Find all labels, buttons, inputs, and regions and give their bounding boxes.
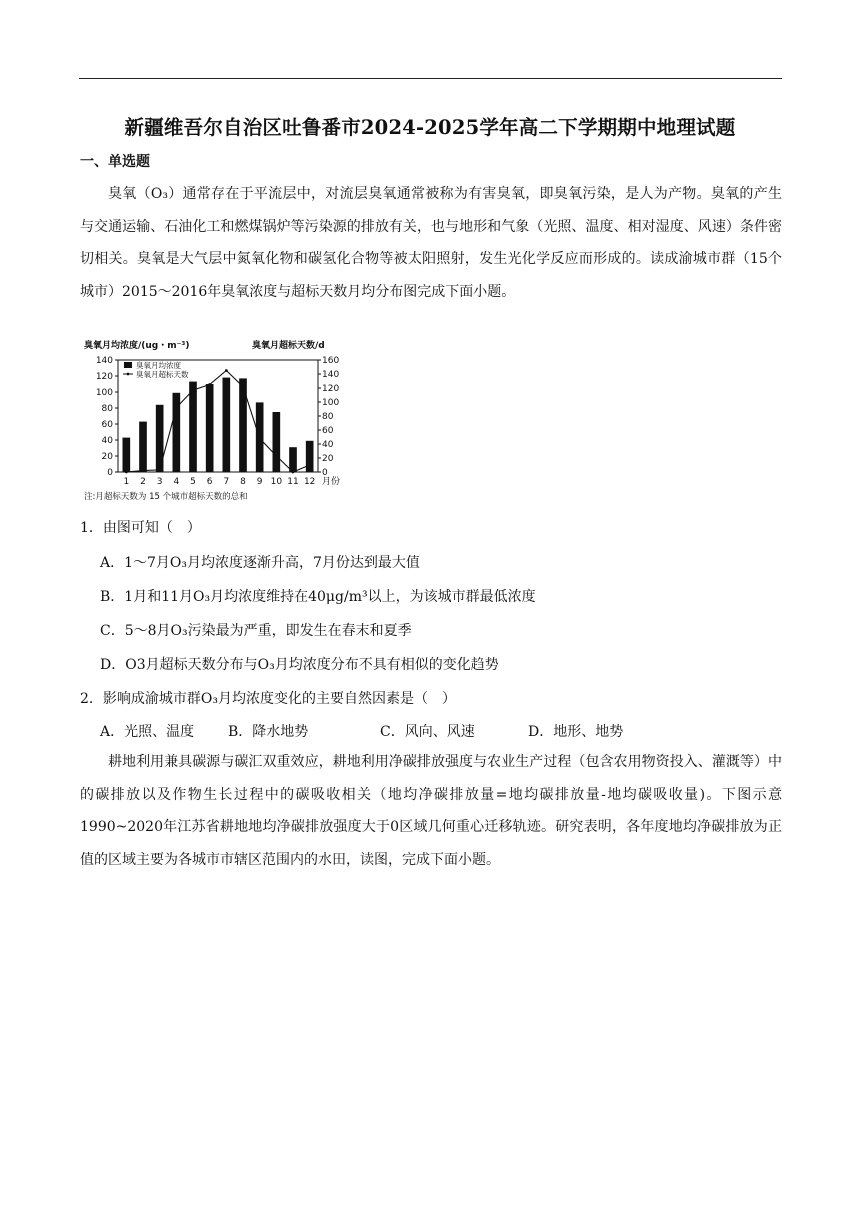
x-tick-label: 2	[140, 477, 146, 487]
question-1-option-c[interactable]: C．5～8月O₃污染最为严重，即发生在春末和夏季	[100, 623, 412, 639]
bar-month-8	[239, 378, 247, 472]
question-2-option-a[interactable]: A．光照、温度	[100, 724, 195, 740]
bar-month-1	[123, 438, 131, 472]
question-2-stem: 2．影响成渝城市群O₃月均浓度变化的主要自然因素是（ ）	[80, 691, 456, 707]
bar-month-11	[289, 447, 297, 472]
bar-month-10	[273, 412, 281, 472]
x-tick-label: 9	[256, 477, 263, 487]
left-tick-label: 100	[95, 388, 113, 398]
legend-bar-label: 臭氧月均浓度	[136, 361, 181, 370]
question-1-option-a[interactable]: A．1～7月O₃月均浓度逐渐升高，7月份达到最大值	[100, 555, 420, 571]
point-month-3	[158, 469, 161, 472]
right-tick-label: 100	[322, 398, 340, 408]
point-month-10	[275, 455, 278, 458]
left-tick-label: 40	[101, 436, 113, 446]
bar-month-2	[139, 422, 147, 472]
left-tick-label: 80	[101, 404, 113, 414]
point-month-11	[292, 471, 295, 474]
x-tick-label: 6	[206, 477, 213, 487]
page-title: 新疆维吾尔自治区吐鲁番市2024-2025学年高二下学期期中地理试题	[124, 116, 736, 139]
left-tick-label: 0	[107, 468, 113, 478]
point-month-8	[242, 385, 245, 388]
right-tick-label: 160	[322, 356, 340, 366]
bar-month-7	[223, 378, 231, 472]
left-tick-label: 60	[101, 420, 113, 430]
right-tick-label: 20	[322, 454, 334, 464]
right-tick-label: 40	[322, 440, 334, 450]
question-2-option-b[interactable]: B．降水地势	[228, 724, 309, 740]
passage-ozone: 臭氧（O₃）通常存在于平流层中，对流层臭氧通常被称为有害臭氧，即臭氧污染，是人为产物。臭氧的产生与交通运输、石油化工和燃煤锅炉等污染源的排放有关，也与地形和气象（光照、温度、相对湿度、风速）条件密切相关。臭氧是大气层中氮氧化物和碳氢化合物等被太阳照射，发生光化学反应而形成的。读成渝城市群（15个城市）2015～2016年臭氧浓度与超标天数月均分布图完成下面小题。	[80, 186, 782, 300]
right-axis-title: 臭氧月超标天数/d	[252, 341, 325, 351]
x-tick-label: 10	[270, 477, 283, 487]
bar-month-12	[306, 441, 314, 472]
left-axis-title: 臭氧月均浓度/(ug・m⁻³)	[84, 341, 190, 351]
x-tick-label: 5	[190, 477, 196, 487]
left-tick-label: 140	[95, 356, 113, 366]
section-heading: 一、单选题	[80, 154, 150, 170]
question-1-stem: 1．由图可知（ ）	[80, 520, 201, 536]
x-tick-label: 11	[287, 477, 299, 487]
right-tick-label: 0	[322, 468, 328, 478]
question-2-option-d[interactable]: D．地形、地势	[528, 724, 624, 740]
line-exceed-days	[126, 371, 309, 473]
bar-month-5	[189, 382, 197, 472]
point-month-12	[308, 464, 311, 467]
right-tick-label: 120	[322, 384, 340, 394]
point-month-9	[258, 437, 261, 440]
left-tick-label: 20	[101, 452, 113, 462]
question-1-option-b[interactable]: B．1月和11月O₃月均浓度维持在40μg/m³以上，为该城市群最低浓度	[100, 589, 536, 605]
x-tick-label: 12	[303, 477, 316, 487]
x-tick-label: 7	[223, 477, 230, 487]
right-tick-label: 80	[322, 412, 334, 422]
chart-note: 注:月超标天数为 15 个城市超标天数的总和	[84, 492, 248, 502]
legend-bar-swatch	[124, 362, 132, 368]
point-month-6	[208, 383, 211, 386]
left-tick-label: 120	[95, 372, 113, 382]
question-1-option-d[interactable]: D．O3月超标天数分布与O₃月均浓度分布不具有相似的变化趋势	[100, 657, 499, 673]
point-month-4	[175, 406, 178, 409]
x-tick-label: 3	[156, 477, 163, 487]
top-rule	[79, 78, 782, 79]
point-month-2	[142, 469, 145, 472]
right-tick-label: 140	[322, 370, 340, 380]
x-tick-label: 1	[123, 477, 130, 487]
x-unit-label: 月份	[322, 477, 341, 487]
passage-carbon: 耕地利用兼具碳源与碳汇双重效应，耕地利用净碳排放强度与农业生产过程（包含农用物资投入、灌溉等）中的碳排放以及作物生长过程中的碳吸收相关（地均净碳排放量=地均碳排放量-地均碳吸收量)。下图示意1990~2020年江苏省耕地地均净碳排放强度大于0区域几何重心迁移轨迹。研究表明，各年度地均净碳排放为正值的区域主要为各城市市辖区范围内的水田，读图，完成下面小题。	[80, 754, 782, 868]
bar-month-6	[206, 384, 214, 472]
legend-line-label: 臭氧月超标天数	[136, 370, 189, 379]
point-month-1	[125, 471, 128, 474]
x-tick-label: 4	[173, 477, 180, 487]
right-tick-label: 60	[322, 426, 334, 436]
x-tick-label: 8	[240, 477, 246, 487]
point-month-7	[225, 369, 228, 372]
ozone-chart	[82, 336, 352, 508]
question-2-option-c[interactable]: C．风向、风速	[380, 724, 475, 740]
point-month-5	[192, 389, 195, 392]
legend-line-marker	[127, 373, 130, 376]
